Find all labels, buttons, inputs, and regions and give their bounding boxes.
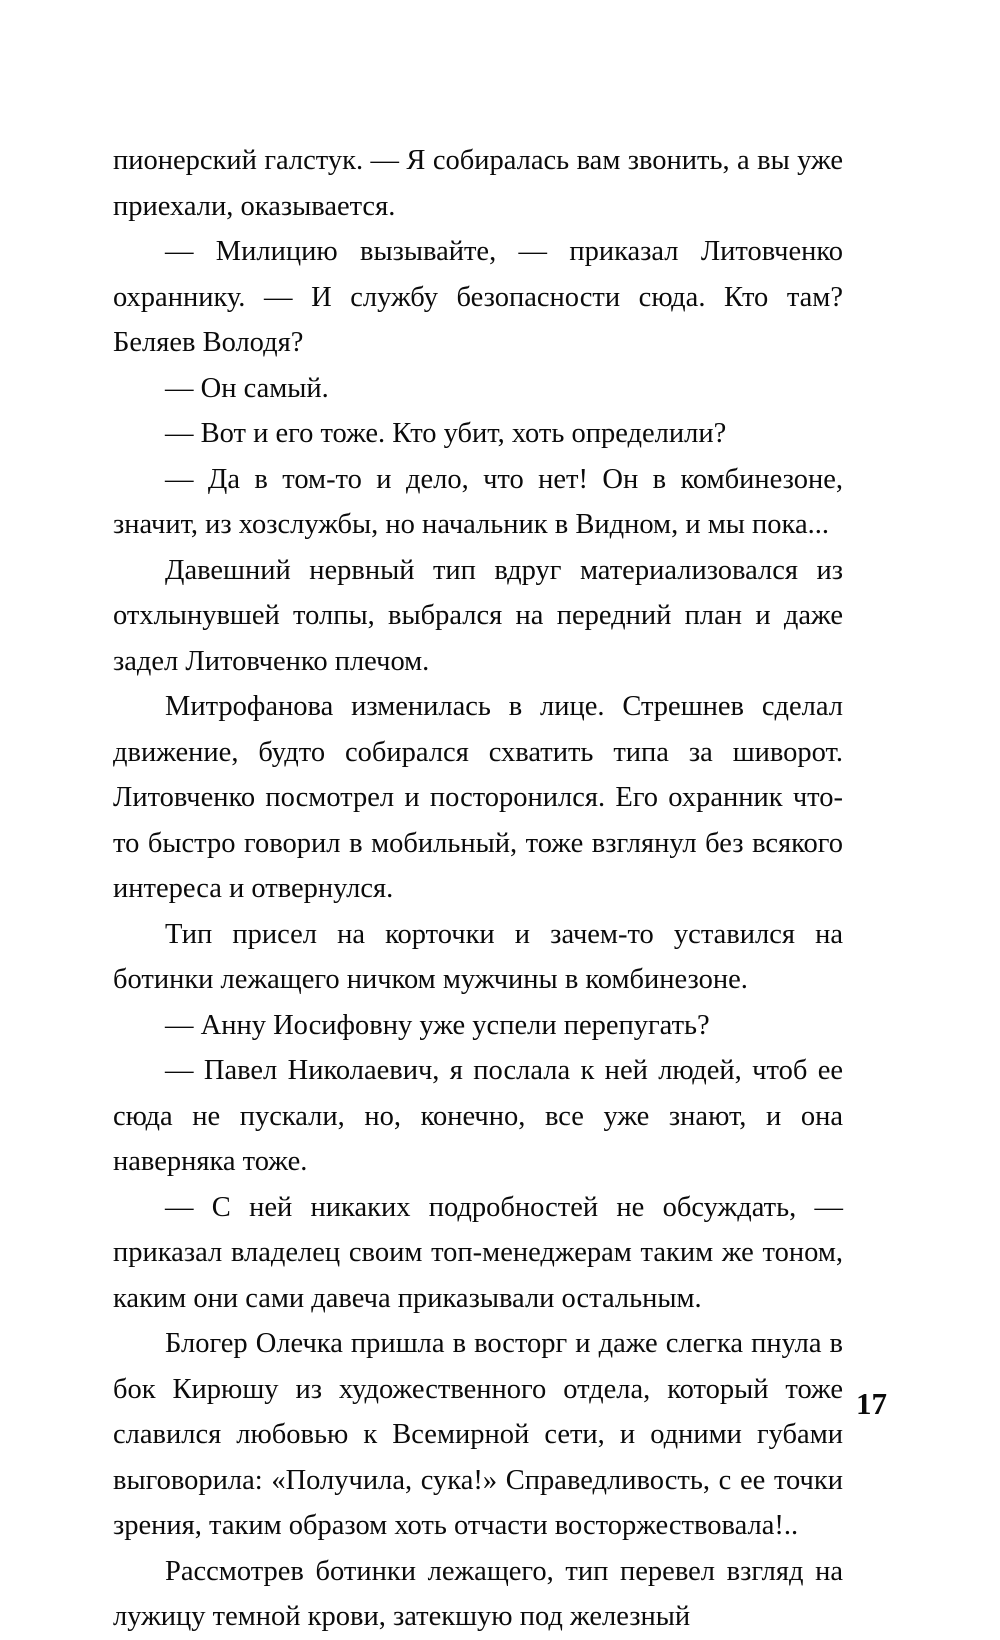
paragraph: — Он самый. xyxy=(165,372,329,404)
paragraph: Блогер Олечка пришла в восторг и даже слегка пнула в бок Кирюшу из художественного отдела, который тоже славился любовью к Всемирной сети, и одними губами выговорила: «Получила, сука!» Справедливость, с ее точки зрения, таким образом хоть отчасти восторжествовала!.. xyxy=(113,1328,843,1541)
paragraph: — Да в том-то и дело, что нет! Он в комбинезоне, значит, из хозслужбы, но начальник в Видном, и мы пока... xyxy=(113,463,843,540)
paragraph: — С ней никаких подробностей не обсуждать, — приказал владелец своим топ-менеджерам таким же тоном, каким они сами давеча приказывали остальным. xyxy=(113,1191,843,1314)
paragraph: — Павел Николаевич, я послала к ней людей, чтоб ее сюда не пускали, но, конечно, все уже знают, и она наверняка тоже. xyxy=(113,1055,843,1177)
paragraph: Рассмотрев ботинки лежащего, тип перевел взгляд на лужицу темной крови, затекшую под железный xyxy=(113,1555,843,1632)
paragraph: Митрофанова изменилась в лице. Стрешнев сделал движение, будто собирался схватить типа за шиворот. Литовченко посмотрел и посторонился. Его охранник что-то быстро говорил в мобильный, тоже взглянул без всякого интереса и отвернулся. xyxy=(113,691,843,904)
paragraph: Тип присел на корточки и зачем-то уставился на ботинки лежащего ничком мужчины в комбинезоне. xyxy=(113,918,843,995)
paragraph: — Анну Иосифовну уже успели перепугать? xyxy=(165,1009,710,1041)
paragraph: — Милицию вызывайте, — приказал Литовченко охраннику. — И службу безопасности сюда. Кто там? Беляев Володя? xyxy=(113,236,843,358)
page-text-body xyxy=(113,138,843,1640)
paragraph: Давешний нервный тип вдруг материализовался из отхлынувшей толпы, выбрался на передний план и даже задел Литовченко плечом. xyxy=(113,554,843,677)
page-number: 17 xyxy=(856,1386,887,1421)
paragraph: — Вот и его тоже. Кто убит, хоть определили? xyxy=(165,418,727,449)
paragraph: пионерский галстук. — Я собиралась вам звонить, а вы уже приехали, оказывается. xyxy=(113,145,843,222)
